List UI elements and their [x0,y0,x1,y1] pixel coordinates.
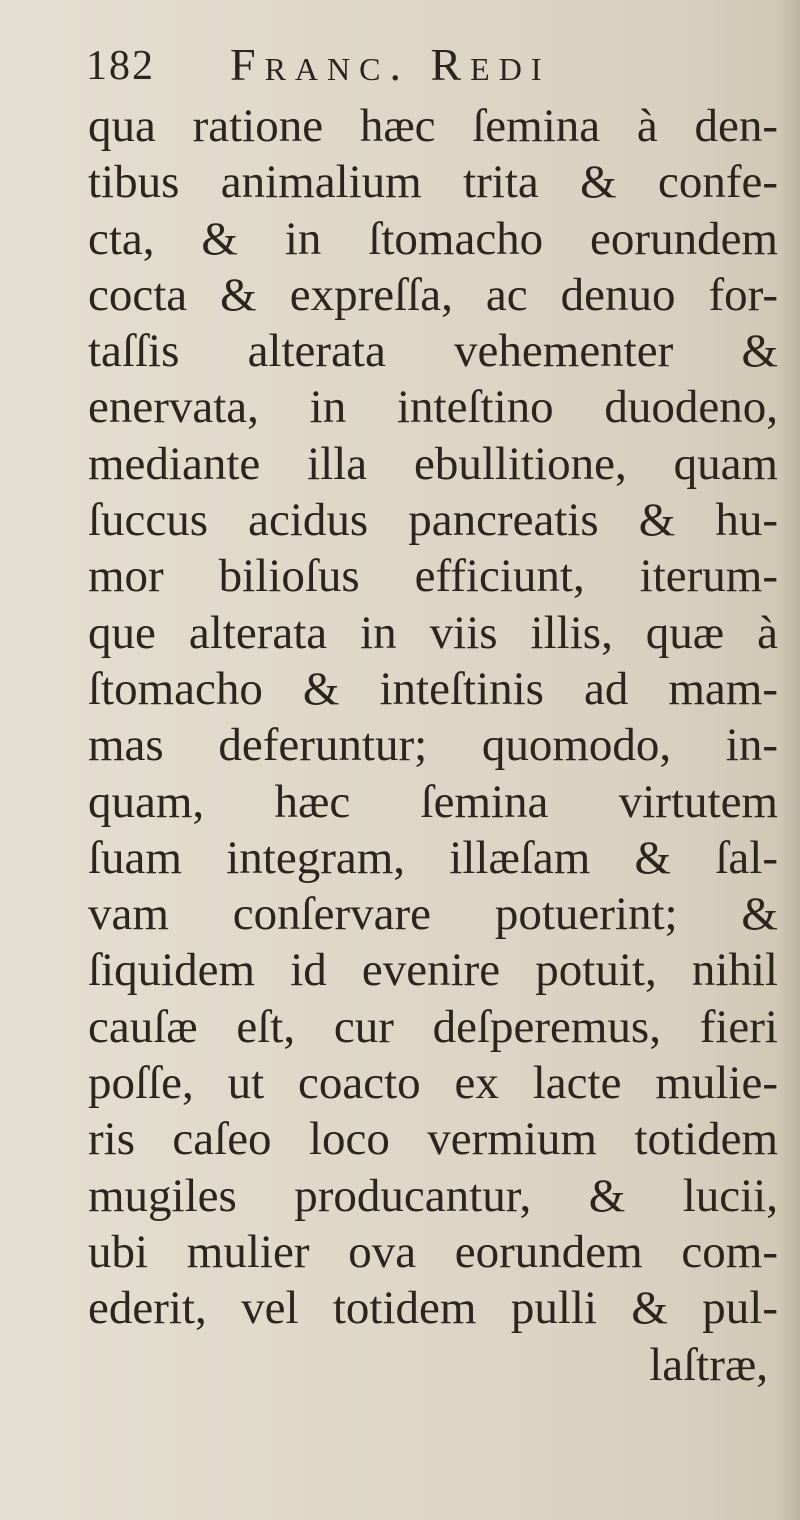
text-line: quam, hæc ſemina virtutem [88,775,778,828]
text-line: poſſe, ut coacto ex lacte mulie- [88,1057,778,1110]
text-line: tibus animalium trita & confe- [88,156,778,209]
text-line: qua ratione hæc ſemina à den- [88,100,778,152]
catchword: laſtræ, [649,1338,768,1391]
text-line: mas deferuntur; quomodo, in- [88,719,778,772]
text-line: ris caſeo loco vermium totidem [88,1113,778,1166]
text-line: mor bilioſus efficiunt, iterum- [88,550,778,603]
text-line: cta, & in ſtomacho eorundem [88,212,778,265]
running-head: Franc. Redi [230,39,551,90]
text-line: enervata, in inteſtino duodeno, [88,381,778,434]
text-line: ſuccus acidus pancreatis & hu- [88,494,778,547]
text-line: mugiles producantur, & lucii, [88,1169,778,1222]
text-line: mediante illa ebullitione, quam [88,437,778,490]
text-line: ſuam integram, illæſam & ſal- [88,831,778,884]
page-number: 182 [86,43,155,89]
page-header [86,38,766,98]
text-line: que alterata in viis illis, quæ à [88,606,778,659]
text-line: ubi mulier ova eorundem com- [88,1225,778,1278]
text-line: vam conſervare potuerint; & [88,888,778,941]
text-line: ederit, vel totidem pulli & pul- [88,1282,778,1335]
body-text [88,98,778,1393]
text-line: cocta & expreſſa, ac denuo for- [88,268,778,321]
text-line: cauſæ eſt, cur deſperemus, fieri [88,1000,778,1053]
text-line: taſſis alterata vehementer & [88,325,778,378]
text-line: ſtomacho & inteſtinis ad mam- [88,662,778,715]
text-line: ſiquidem id evenire potuit, nihil [88,944,778,997]
